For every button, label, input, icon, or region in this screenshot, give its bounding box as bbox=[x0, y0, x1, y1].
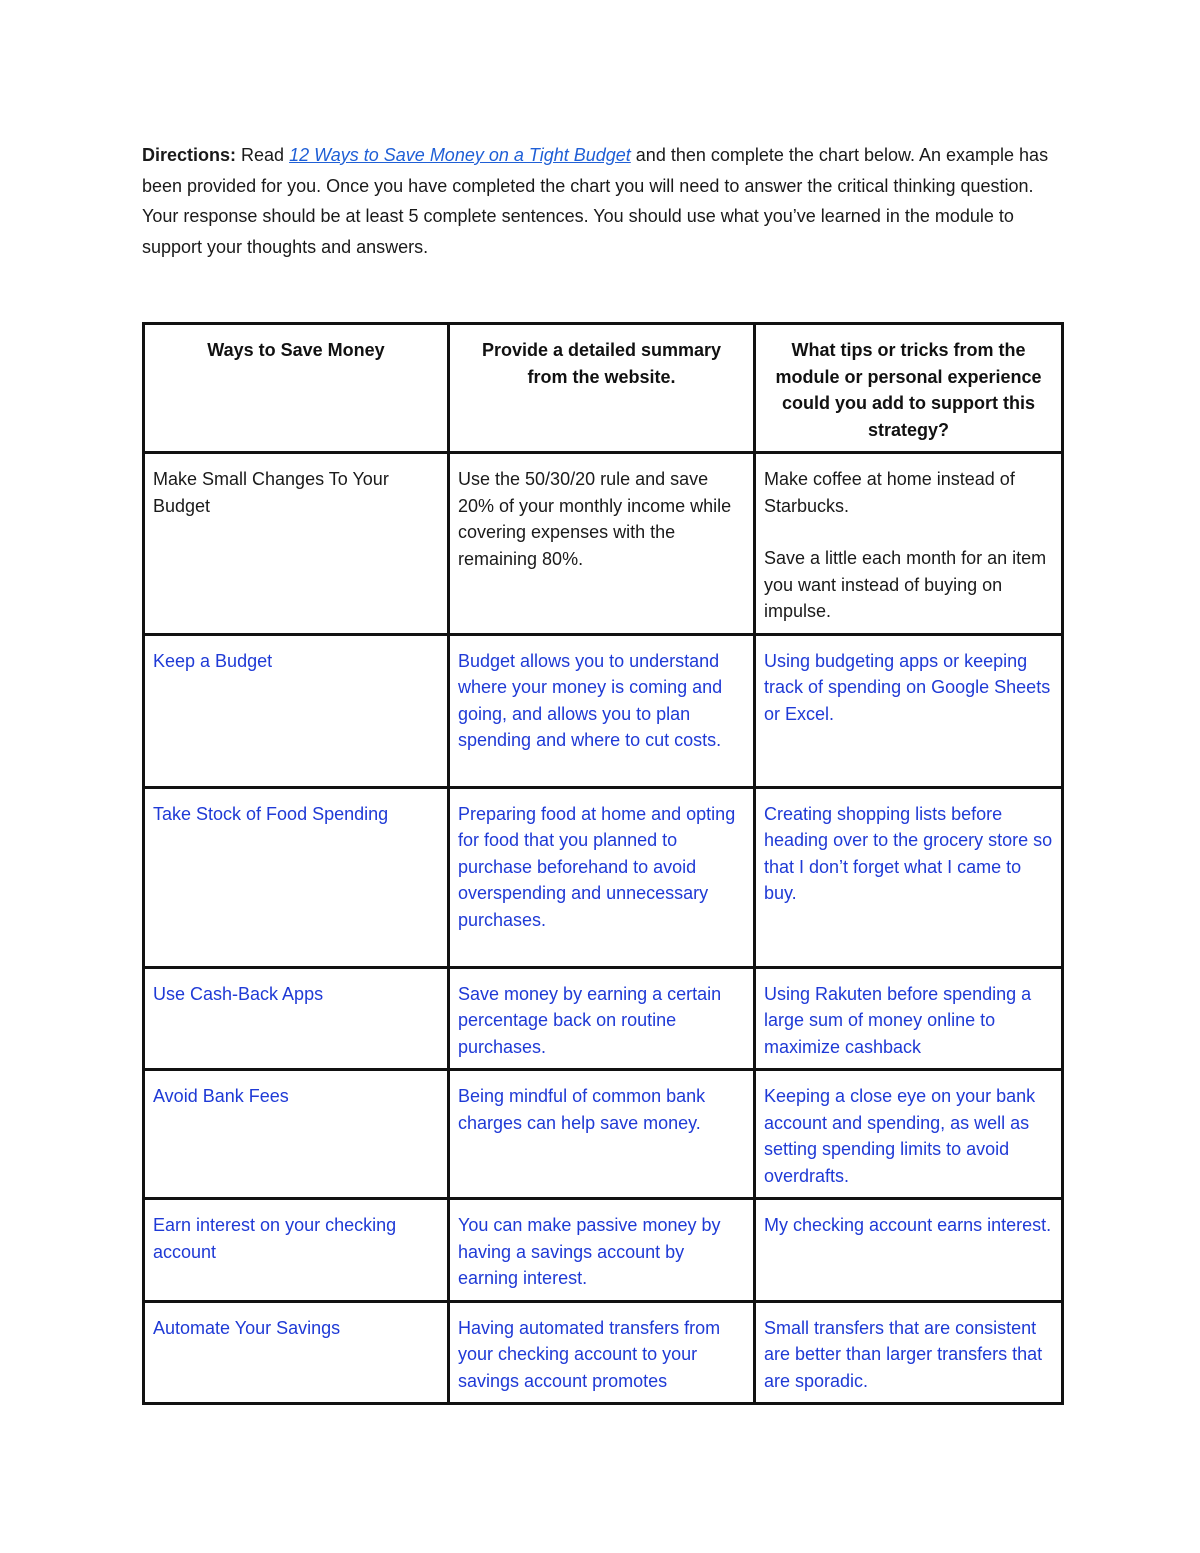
table-row-example bbox=[144, 453, 1063, 635]
cell-summary[interactable]: Preparing food at home and opting for food that you planned to purchase beforehand to avoid overspending and unnecessary purchases. bbox=[449, 787, 755, 967]
cell-way[interactable]: Take Stock of Food Spending bbox=[144, 787, 449, 967]
directions-text-after-link: and then complete the chart below. An example has been provided for you. Once you have completed the chart you will need to answer the critical thinking question. Your response should be at least 5 complete sentences. You should use what you’ve learned in the module to support your thoughts and answers. bbox=[142, 145, 1049, 257]
cell-summary: Use the 50/30/20 rule and save 20% of your monthly income while covering expenses with the remaining 80%. bbox=[449, 453, 755, 635]
cell-tips[interactable]: Using Rakuten before spending a large sum of money online to maximize cashback bbox=[755, 967, 1063, 1070]
cell-way: Make Small Changes To Your Budget bbox=[144, 453, 449, 635]
table-row bbox=[144, 634, 1063, 787]
cell-summary[interactable]: You can make passive money by having a savings account by earning interest. bbox=[449, 1199, 755, 1302]
cell-way[interactable]: Earn interest on your checking account bbox=[144, 1199, 449, 1302]
table-row bbox=[144, 1301, 1063, 1404]
directions-text-before-link: Read bbox=[236, 145, 290, 165]
cell-tips[interactable]: Small transfers that are consistent are better than larger transfers that are sporadic. bbox=[755, 1301, 1063, 1404]
article-link[interactable]: 12 Ways to Save Money on a Tight Budget bbox=[289, 145, 631, 165]
table-row bbox=[144, 967, 1063, 1070]
cell-tips[interactable]: My checking account earns interest. bbox=[755, 1199, 1063, 1302]
cell-way[interactable]: Avoid Bank Fees bbox=[144, 1070, 449, 1199]
cell-tips-paragraph: Save a little each month for an item you want instead of buying on impulse. bbox=[764, 548, 1047, 621]
cell-tips bbox=[755, 453, 1063, 635]
cell-tips[interactable]: Creating shopping lists before heading over to the grocery store so that I don’t forget what I came to buy. bbox=[755, 787, 1063, 967]
cell-tips[interactable]: Keeping a close eye on your bank account and spending, as well as setting spending limits to avoid overdrafts. bbox=[755, 1070, 1063, 1199]
header-ways-to-save: Ways to Save Money bbox=[144, 324, 449, 453]
table-header-row bbox=[144, 324, 1063, 453]
cell-summary[interactable]: Save money by earning a certain percentage back on routine purchases. bbox=[449, 967, 755, 1070]
savings-chart-table bbox=[142, 322, 1064, 1405]
directions-label: Directions: bbox=[142, 145, 237, 165]
cell-summary[interactable]: Having automated transfers from your checking account to your savings account promotes bbox=[449, 1301, 755, 1404]
table-row bbox=[144, 1070, 1063, 1199]
header-tips: What tips or tricks from the module or personal experience could you add to support this strategy? bbox=[755, 324, 1063, 453]
cell-summary[interactable]: Being mindful of common bank charges can help save money. bbox=[449, 1070, 755, 1199]
table-row bbox=[144, 1199, 1063, 1302]
cell-tips[interactable]: Using budgeting apps or keeping track of spending on Google Sheets or Excel. bbox=[755, 634, 1063, 787]
table-row bbox=[144, 787, 1063, 967]
cell-way[interactable]: Automate Your Savings bbox=[144, 1301, 449, 1404]
header-summary: Provide a detailed summary from the website. bbox=[449, 324, 755, 453]
directions-paragraph bbox=[142, 140, 1062, 262]
cell-way[interactable]: Keep a Budget bbox=[144, 634, 449, 787]
cell-way[interactable]: Use Cash-Back Apps bbox=[144, 967, 449, 1070]
cell-tips-paragraph: Make coffee at home instead of Starbucks. bbox=[764, 469, 1015, 516]
cell-summary[interactable]: Budget allows you to understand where your money is coming and going, and allows you to plan spending and where to cut costs. bbox=[449, 634, 755, 787]
